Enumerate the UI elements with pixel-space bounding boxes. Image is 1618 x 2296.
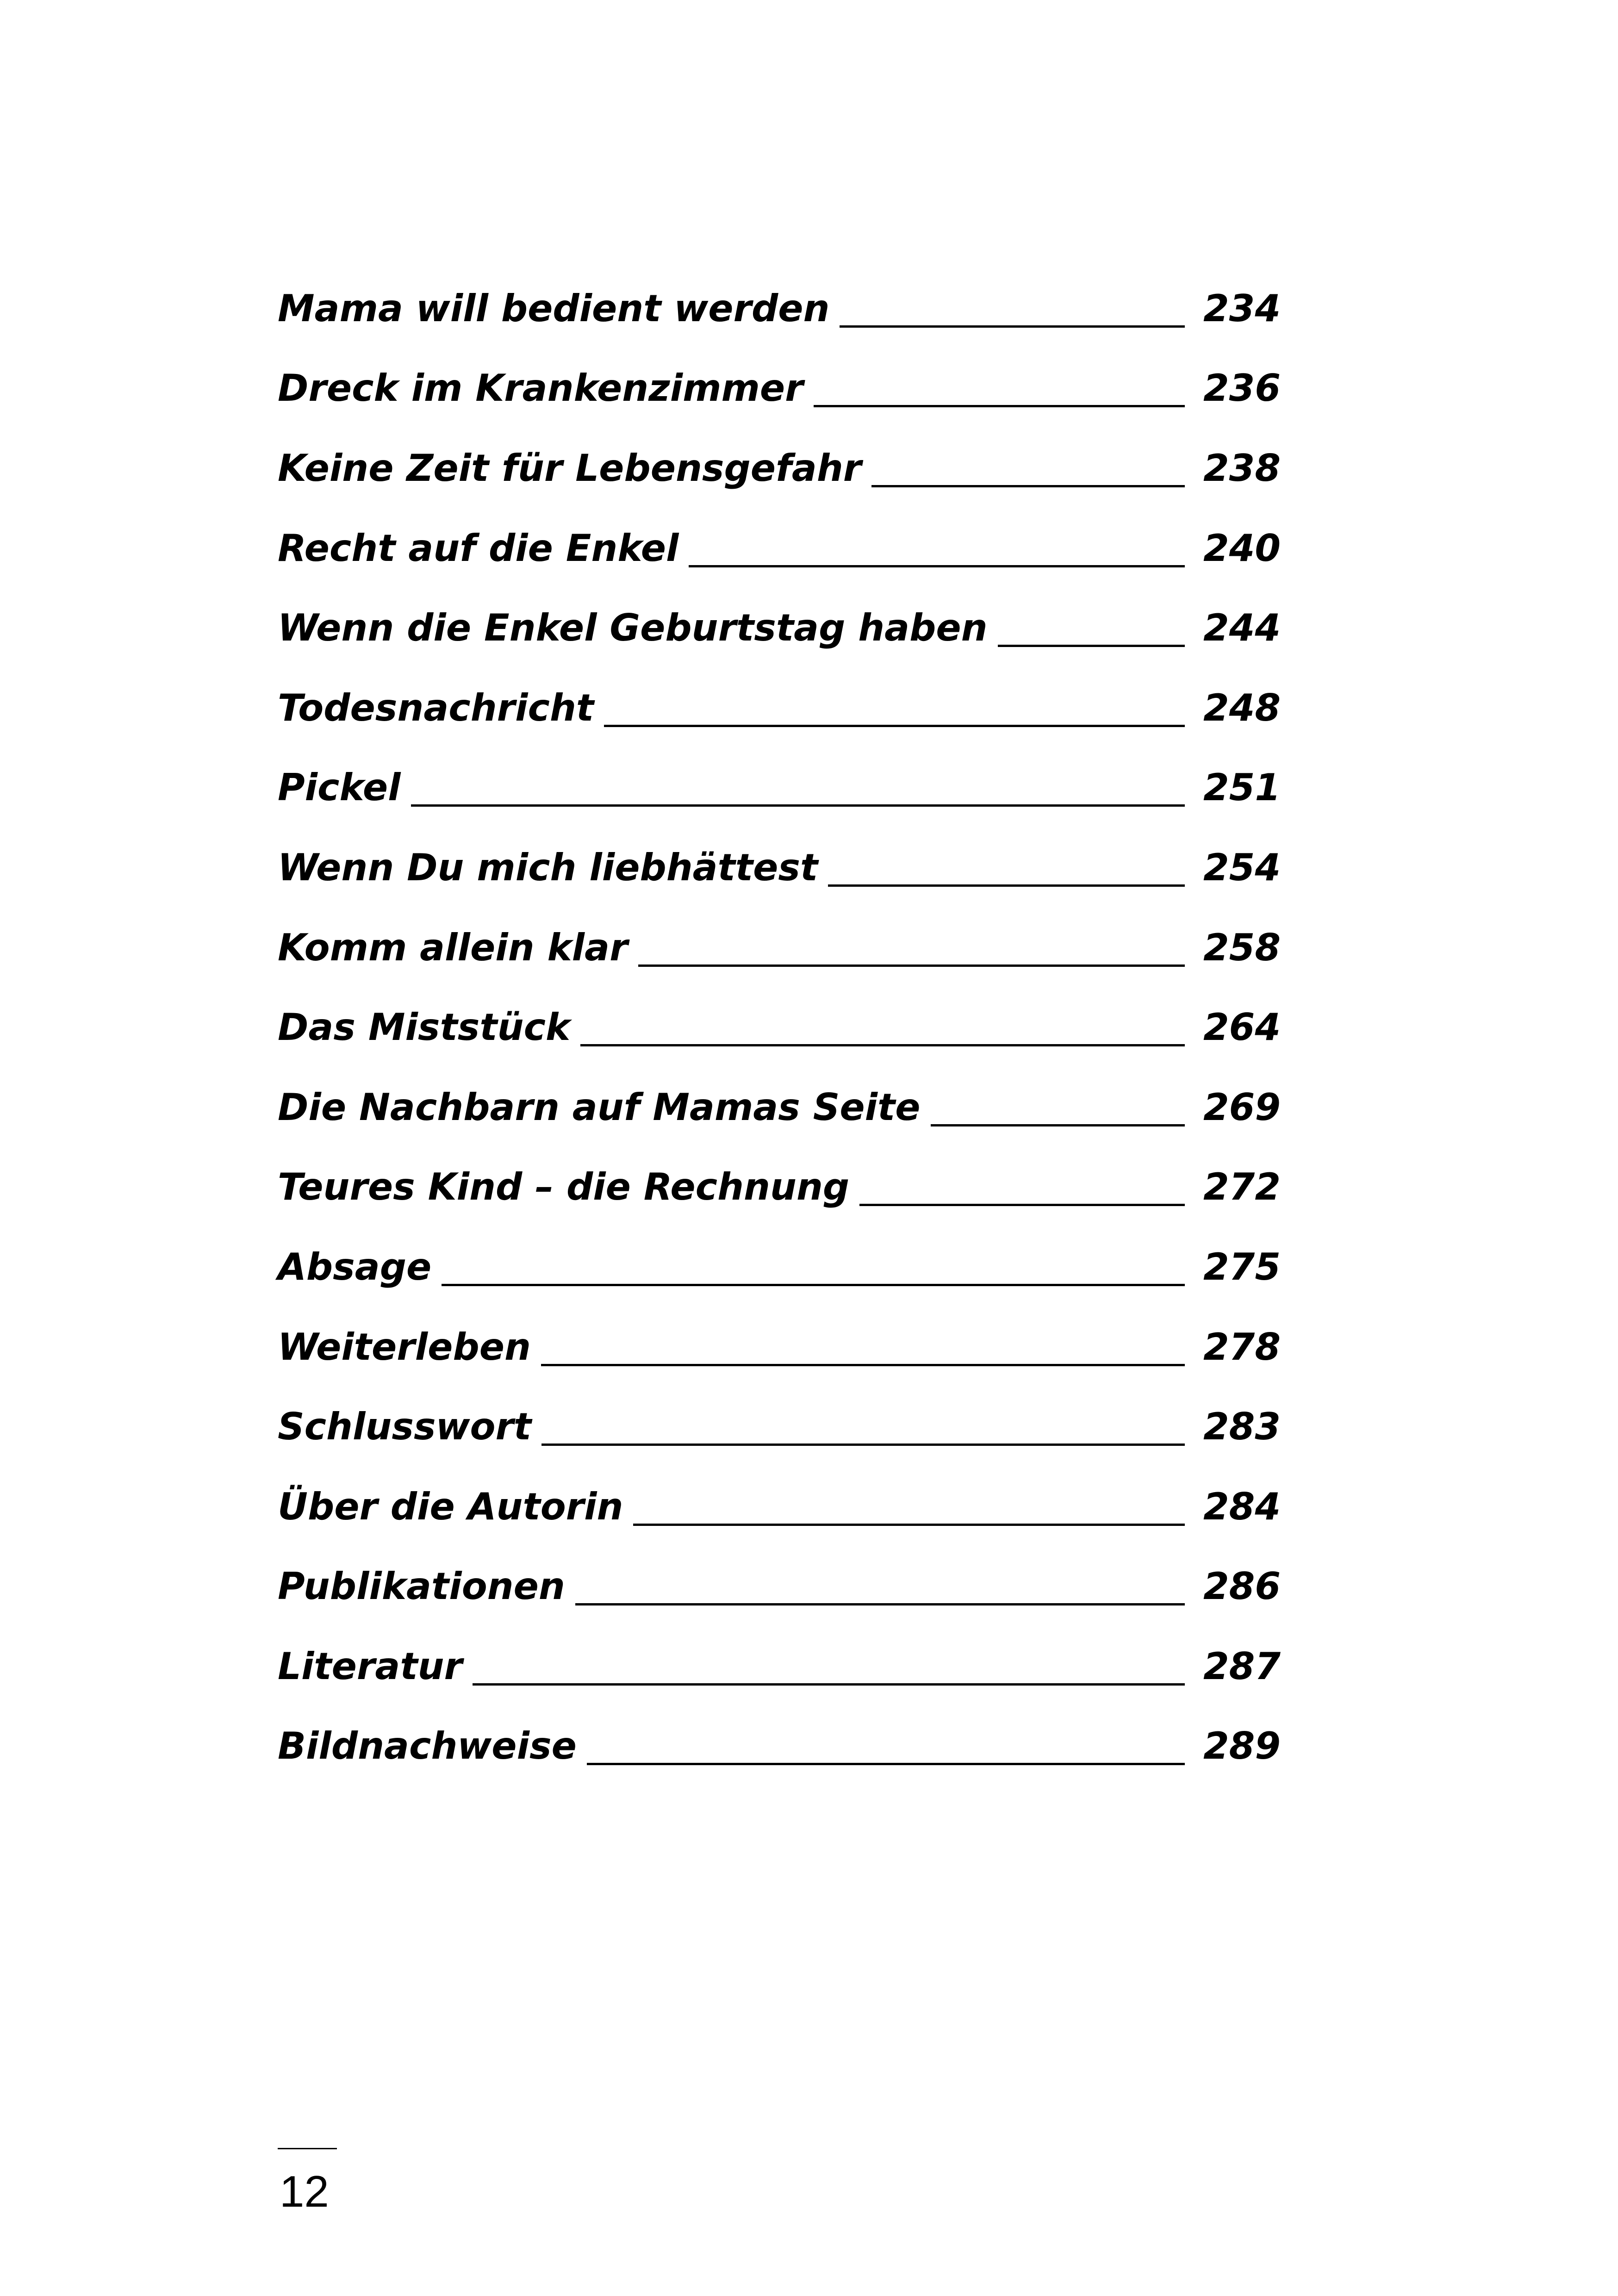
toc-entry-page: 254 xyxy=(1203,846,1281,889)
toc-entry-title: Todesnachricht xyxy=(278,686,594,729)
toc-entry-title: Mama will bedient werden xyxy=(278,286,830,330)
toc-entry-title: Dreck im Krankenzimmer xyxy=(278,367,803,410)
toc-leader-line xyxy=(473,1683,1185,1686)
toc-leader-line xyxy=(604,725,1185,727)
toc-entry xyxy=(278,1706,1281,1786)
toc-entry xyxy=(278,508,1281,588)
toc-entry-title: Schlusswort xyxy=(278,1405,532,1449)
toc-entry-title: Komm allein klar xyxy=(278,926,628,969)
toc-entry xyxy=(278,1387,1281,1467)
toc-leader-line xyxy=(541,1444,1185,1446)
toc-entry xyxy=(278,987,1281,1067)
toc-entry xyxy=(278,1227,1281,1307)
toc-entry-title: Teures Kind – die Rechnung xyxy=(278,1165,850,1209)
toc-leader-line xyxy=(859,1204,1185,1206)
toc-leader-line xyxy=(814,405,1185,407)
toc-entry-page: 286 xyxy=(1203,1565,1281,1608)
toc-leader-line xyxy=(411,804,1185,807)
toc-leader-line xyxy=(931,1124,1185,1126)
toc-entry-title: Weiterleben xyxy=(278,1325,531,1369)
toc-entry-title: Wenn die Enkel Geburtstag haben xyxy=(278,606,988,650)
toc-entry-title: Publikationen xyxy=(278,1565,565,1608)
toc-entry-page: 283 xyxy=(1203,1405,1281,1449)
toc-leader-line xyxy=(998,645,1185,647)
toc-leader-line xyxy=(587,1763,1185,1765)
toc-entry-page: 244 xyxy=(1203,606,1281,650)
toc-leader-line xyxy=(541,1364,1185,1366)
toc-entry xyxy=(278,348,1281,429)
toc-entry-title: Die Nachbarn auf Mamas Seite xyxy=(278,1085,921,1129)
toc-entry xyxy=(278,748,1281,828)
toc-entry-page: 238 xyxy=(1203,446,1281,490)
toc-entry xyxy=(278,908,1281,988)
toc-leader-line xyxy=(871,485,1185,487)
toc-entry-page: 275 xyxy=(1203,1245,1281,1288)
toc-entry-page: 284 xyxy=(1203,1485,1281,1528)
toc-entry-page: 236 xyxy=(1203,367,1281,410)
toc-entry-page: 264 xyxy=(1203,1006,1281,1049)
toc-entry xyxy=(278,268,1281,348)
toc-leader-line xyxy=(828,884,1185,887)
toc-leader-line xyxy=(575,1603,1185,1605)
toc-entry xyxy=(278,1067,1281,1147)
toc-entry-page: 278 xyxy=(1203,1325,1281,1369)
table-of-contents xyxy=(278,268,1281,1786)
toc-entry xyxy=(278,428,1281,508)
footer-divider xyxy=(278,2148,337,2149)
page-number: 12 xyxy=(280,2167,329,2216)
toc-entry xyxy=(278,1626,1281,1706)
toc-entry-page: 289 xyxy=(1203,1724,1281,1768)
toc-entry-page: 287 xyxy=(1203,1644,1281,1688)
toc-entry-page: 240 xyxy=(1203,526,1281,570)
toc-entry-title: Keine Zeit für Lebensgefahr xyxy=(278,446,862,490)
toc-entry-page: 251 xyxy=(1203,766,1281,809)
toc-entry xyxy=(278,1547,1281,1627)
toc-entry-title: Das Miststück xyxy=(278,1006,571,1049)
toc-entry xyxy=(278,588,1281,668)
toc-entry-page: 248 xyxy=(1203,686,1281,729)
toc-entry-title: Pickel xyxy=(278,766,401,809)
toc-leader-line xyxy=(638,964,1185,967)
toc-leader-line xyxy=(580,1044,1185,1046)
toc-entry-page: 272 xyxy=(1203,1165,1281,1209)
toc-leader-line xyxy=(442,1284,1185,1286)
toc-entry-title: Literatur xyxy=(278,1644,462,1688)
toc-entry-title: Über die Autorin xyxy=(278,1485,623,1528)
toc-entry xyxy=(278,668,1281,748)
toc-entry-page: 258 xyxy=(1203,926,1281,969)
toc-leader-line xyxy=(633,1524,1185,1526)
toc-entry-page: 269 xyxy=(1203,1085,1281,1129)
toc-entry-title: Recht auf die Enkel xyxy=(278,526,679,570)
toc-entry xyxy=(278,1307,1281,1387)
toc-entry-title: Wenn Du mich liebhättest xyxy=(278,846,818,889)
toc-leader-line xyxy=(840,325,1185,328)
toc-entry-page: 234 xyxy=(1203,286,1281,330)
toc-entry xyxy=(278,828,1281,908)
toc-entry xyxy=(278,1467,1281,1547)
toc-entry xyxy=(278,1147,1281,1227)
toc-entry-title: Bildnachweise xyxy=(278,1724,577,1768)
toc-entry-title: Absage xyxy=(278,1245,432,1288)
toc-leader-line xyxy=(689,565,1185,567)
